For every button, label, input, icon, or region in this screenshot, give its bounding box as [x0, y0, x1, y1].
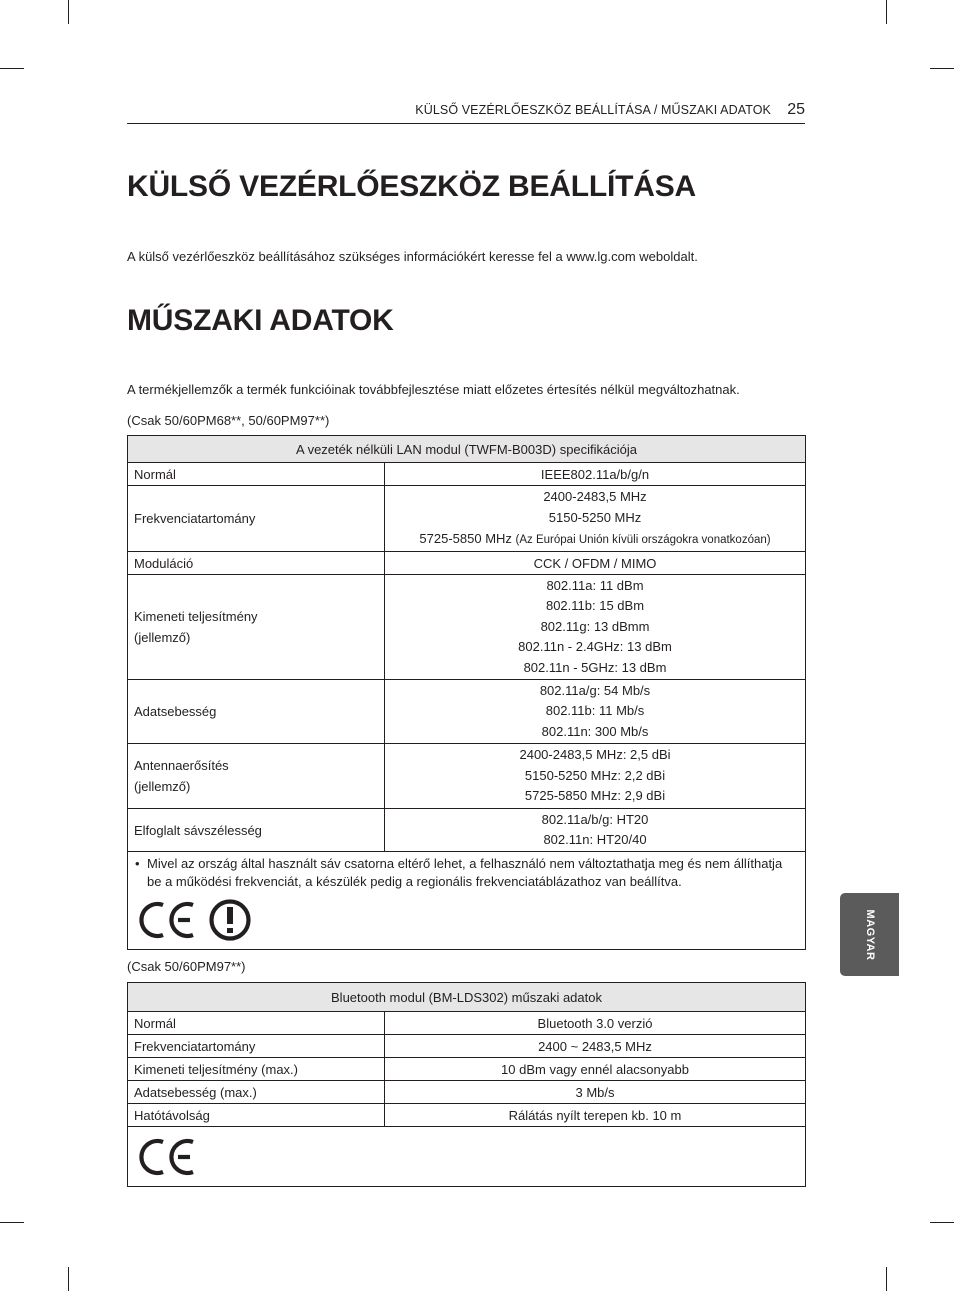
value-line: 5725-5850 MHz: 2,9 dBi [524, 788, 666, 804]
crop-mark [68, 0, 69, 24]
value-line-main: 5725-5850 MHz [419, 531, 512, 546]
running-header [127, 101, 805, 124]
row-value: CCK / OFDM / MIMO [385, 552, 806, 575]
row-label: Adatsebesség (max.) [128, 1081, 385, 1104]
table-row [128, 1035, 806, 1058]
note-text: Mivel az ország által használt sáv csatorna eltérő lehet, a felhasználó nem változtathatja meg és nem állíthatja be a működési frekvenciát, a készülék pedig a regionális frekvenciatáblázathoz van beállítva. [147, 856, 783, 889]
note-item [128, 852, 805, 891]
label-line: Kimeneti teljesítmény [134, 609, 258, 624]
page-number: 25 [787, 101, 805, 118]
row-value [385, 575, 806, 680]
value-line: 802.11n: HT20/40 [543, 832, 647, 847]
row-value: Rálátás nyílt terepen kb. 10 m [385, 1104, 806, 1127]
row-label [128, 744, 385, 809]
table-notes-row [128, 1127, 806, 1187]
value-line: 5150-5250 MHz: 2,2 dBi [524, 767, 666, 783]
row-value: 2400 ~ 2483,5 MHz [385, 1035, 806, 1058]
value-line: 802.11n: 300 Mb/s [541, 723, 649, 739]
table-row [128, 575, 806, 680]
running-header-title: KÜLSŐ VEZÉRLŐESZKÖZ BEÁLLÍTÁSA / MŰSZAKI ADATOK [415, 103, 771, 117]
value-line: 802.11b: 11 Mb/s [545, 703, 645, 719]
value-line: 802.11a: 11 dBm [546, 577, 644, 593]
notes-cell [128, 1127, 806, 1187]
row-label: Normál [128, 463, 385, 486]
label-line: (jellemző) [134, 779, 191, 794]
section-title-external-control: KÜLSŐ VEZÉRLŐESZKÖZ BEÁLLÍTÁSA [127, 170, 697, 203]
row-value [385, 809, 806, 852]
certification-marks [128, 1136, 805, 1178]
row-label: Elfoglalt sávszélesség [128, 809, 385, 852]
row-label: Frekvenciatartomány [128, 486, 385, 552]
alert-mark-icon [208, 899, 254, 941]
crop-mark [0, 68, 24, 69]
table-row [128, 463, 806, 486]
value-line: 802.11a/g: 54 Mb/s [539, 682, 651, 698]
crop-mark [68, 1267, 69, 1291]
row-value [385, 744, 806, 809]
table-row [128, 486, 806, 552]
value-line [385, 528, 805, 551]
row-label: Frekvenciatartomány [128, 1035, 385, 1058]
value-line: 802.11n - 2.4GHz: 13 dBm [518, 639, 672, 655]
bluetooth-model-note: (Csak 50/60PM97**) [127, 959, 246, 974]
table-row [128, 680, 806, 744]
notes-cell [128, 852, 806, 950]
value-line: 802.11b: 15 dBm [545, 598, 645, 614]
table-row [128, 552, 806, 575]
table-row [128, 1012, 806, 1035]
bluetooth-spec-table [127, 982, 806, 1187]
row-label: Kimeneti teljesítmény (max.) [128, 1058, 385, 1081]
crop-mark [886, 0, 887, 24]
value-line: 802.11g: 13 dBmm [540, 618, 650, 634]
wlan-model-note: (Csak 50/60PM68**, 50/60PM97**) [127, 413, 330, 428]
row-value: 10 dBm vagy ennél alacsonyabb [385, 1058, 806, 1081]
crop-mark [930, 68, 954, 69]
table-row [128, 1081, 806, 1104]
value-line: 2400-2483,5 MHz: 2,5 dBi [519, 747, 671, 763]
row-value [385, 486, 806, 552]
row-label: Adatsebesség [128, 680, 385, 744]
language-tab-label: MAGYAR [863, 909, 876, 960]
value-line: 802.11n - 5GHz: 13 dBm [523, 659, 667, 675]
bullet-icon: • [135, 856, 140, 871]
value-line: 802.11a/b/g: HT20 [541, 811, 649, 827]
row-label: Moduláció [128, 552, 385, 575]
row-label [128, 575, 385, 680]
table-row [128, 744, 806, 809]
value-line-note: (Az Európai Unión kívüli országokra vonatkozóan) [515, 534, 771, 546]
certification-marks [128, 891, 805, 945]
row-value: Bluetooth 3.0 verzió [385, 1012, 806, 1035]
label-line: Antennaerősítés [134, 758, 229, 773]
row-label: Normál [128, 1012, 385, 1035]
ce-mark-icon [136, 899, 196, 941]
row-label: Hatótávolság [128, 1104, 385, 1127]
section-title-specifications: MŰSZAKI ADATOK [127, 304, 394, 337]
label-line: (jellemző) [134, 630, 191, 645]
specifications-intro-text: A termékjellemzők a termék funkcióinak továbbfejlesztése miatt előzetes értesítés nélkül megváltozhatnak. [127, 382, 740, 397]
value-line: 5150-5250 MHz [548, 510, 642, 525]
crop-mark [930, 1222, 954, 1223]
row-value: 3 Mb/s [385, 1081, 806, 1104]
row-value [385, 680, 806, 744]
crop-mark [0, 1222, 24, 1223]
table-caption: A vezeték nélküli LAN modul (TWFM-B003D) specifikációja [128, 436, 806, 463]
table-row [128, 1104, 806, 1127]
wlan-spec-table [127, 435, 806, 950]
table-notes-row [128, 852, 806, 950]
ce-mark-icon [136, 1136, 196, 1178]
row-value: IEEE802.11a/b/g/n [385, 463, 806, 486]
value-line: 2400-2483,5 MHz [543, 489, 647, 504]
language-side-tab [840, 893, 899, 976]
table-caption: Bluetooth modul (BM-LDS302) műszaki adatok [128, 983, 806, 1012]
section-intro-text: A külső vezérlőeszköz beállításához szükséges információkért keresse fel a www.lg.com weboldalt. [127, 249, 698, 264]
table-row [128, 809, 806, 852]
table-row [128, 1058, 806, 1081]
crop-mark [886, 1267, 887, 1291]
